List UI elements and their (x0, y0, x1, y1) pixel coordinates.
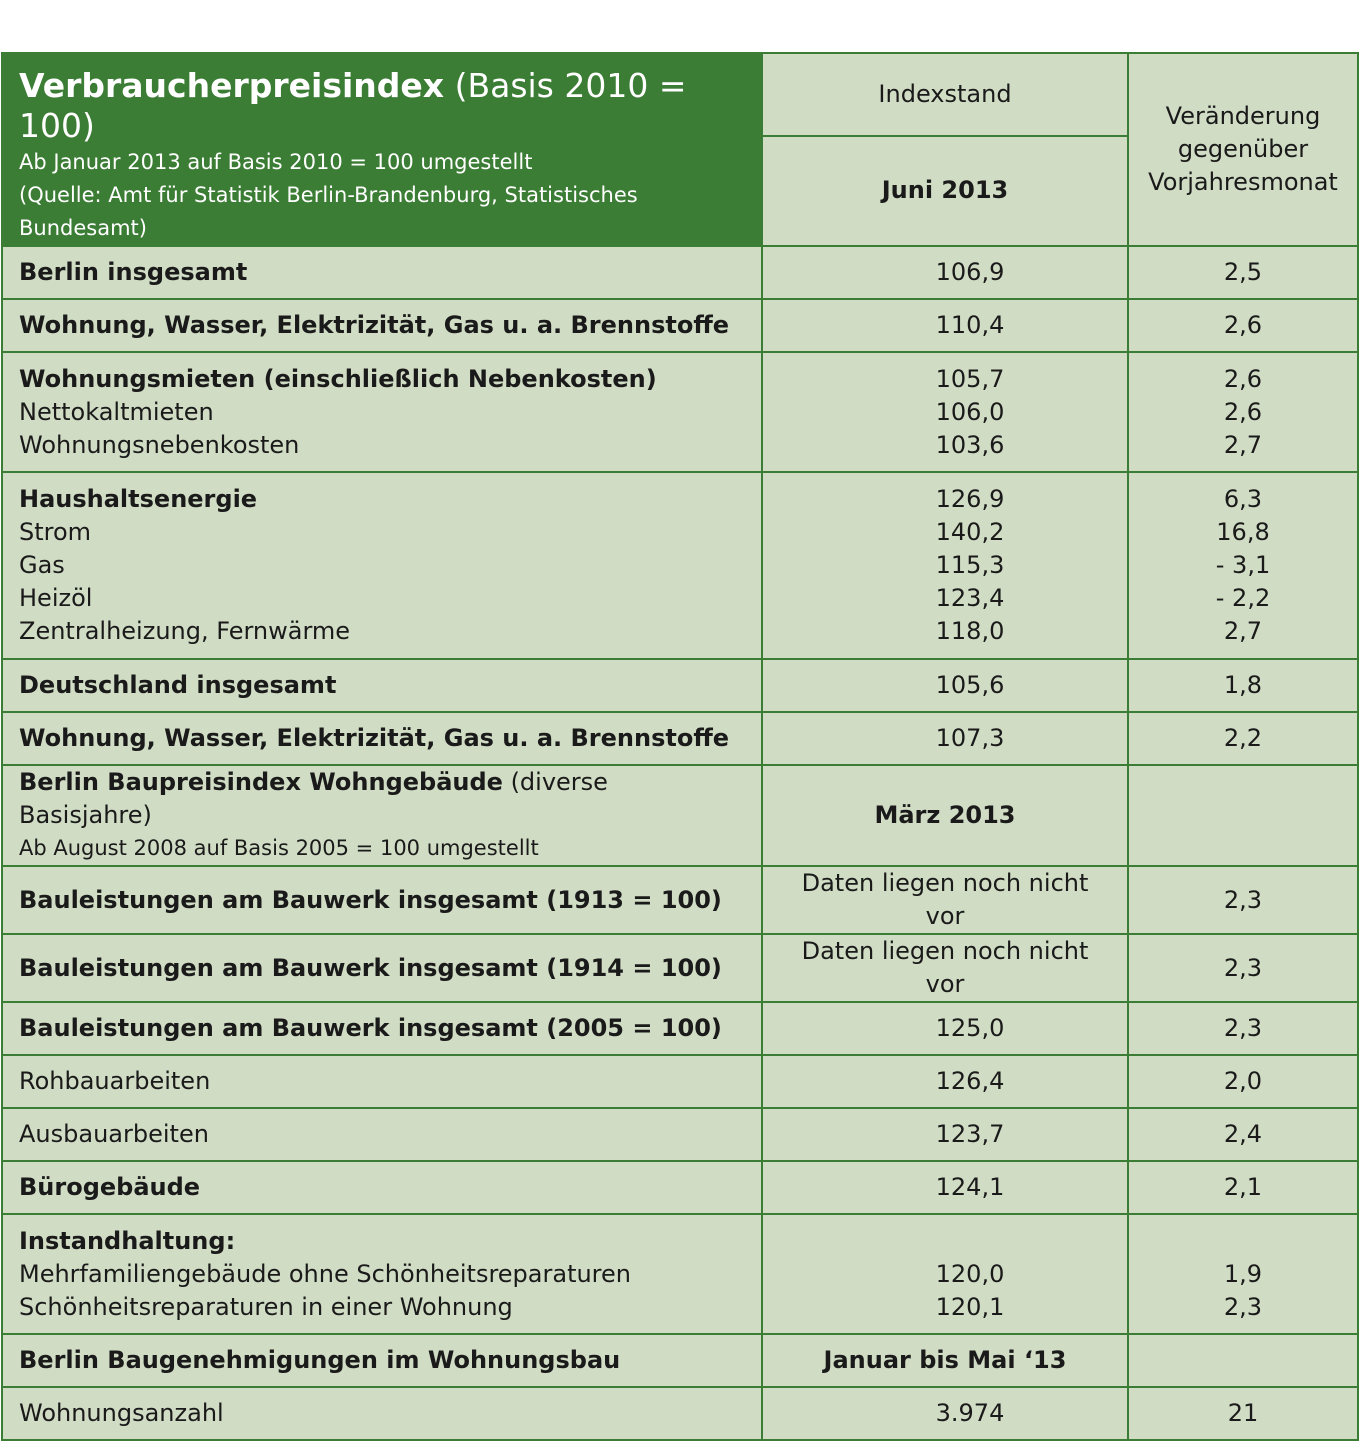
row-change-group (1128, 352, 1358, 472)
price-index-table (1, 52, 1359, 1441)
group-item-change: 2,7 (1223, 430, 1263, 459)
group-item-index: 120,0 (935, 1259, 1005, 1288)
change-header-line-2: gegenüber (1177, 135, 1309, 163)
header-source: (Quelle: Amt für Statistik Berlin-Brandenburg, Statistisches Bundesamt) (19, 183, 638, 240)
group-item-change: - 2,2 (1215, 584, 1271, 612)
table-row (2, 1214, 1358, 1334)
table-row (2, 246, 1358, 299)
column-header-index: Indexstand (762, 53, 1128, 136)
group-title: Wohnungsmieten (einschließlich Nebenkosten) (19, 364, 657, 393)
header-title: Verbraucherpreisindex (19, 66, 445, 105)
group-title: Instandhaltung: (19, 1226, 236, 1255)
change-header-line-1: Veränderung (1165, 102, 1321, 130)
section-title: Berlin Baupreisindex Wohngebäude (19, 768, 503, 796)
group-item-label: Schönheitsreparaturen in einer Wohnung (19, 1292, 513, 1321)
table-row (2, 765, 1358, 866)
group-item-index: 115,3 (935, 551, 1005, 579)
row-index: 107,3 (762, 712, 1128, 765)
empty-cell (1128, 1334, 1358, 1387)
row-change: 2,3 (1128, 866, 1358, 934)
group-item-index: 140,2 (935, 518, 1005, 546)
header-basis: (Basis 2010 = 100) (19, 66, 687, 145)
group-item-change: 2,3 (1223, 1292, 1263, 1321)
group-item-change: - 3,1 (1215, 551, 1271, 579)
row-label: Berlin insgesamt (2, 246, 762, 299)
section-title-rest: (diverse Basisjahre) (19, 768, 608, 829)
group-item-label: Gas (19, 551, 65, 579)
table-row (2, 1002, 1358, 1055)
group-item-label: Mehrfamiliengebäude ohne Schönheitsreparaturen (19, 1259, 631, 1288)
section-header-construction (2, 765, 762, 866)
table-row (2, 1161, 1358, 1214)
row-change: 2,3 (1128, 934, 1358, 1002)
row-label-group (2, 472, 762, 659)
row-index: 106,9 (762, 246, 1128, 299)
row-index: 110,4 (762, 299, 1128, 352)
row-label: Ausbauarbeiten (2, 1108, 762, 1161)
row-index: Daten liegen noch nicht vor (762, 866, 1128, 934)
row-index: 105,6 (762, 659, 1128, 712)
table-row (2, 1334, 1358, 1387)
table-header-title (2, 53, 762, 246)
table-row (2, 659, 1358, 712)
group-index: 105,7 (935, 364, 1005, 393)
row-label: Rohbauarbeiten (2, 1055, 762, 1108)
group-item-change: 2,6 (1223, 397, 1263, 426)
row-label: Bauleistungen am Bauwerk insgesamt (1913 = 100) (2, 866, 762, 934)
row-label: Bürogebäude (2, 1161, 762, 1214)
group-item-index: 123,4 (935, 584, 1005, 612)
group-item-label: Strom (19, 518, 92, 546)
table-row (2, 1055, 1358, 1108)
group-item-index: 118,0 (935, 617, 1005, 645)
group-item-label: Zentralheizung, Fernwärme (19, 617, 351, 645)
row-index-group (762, 352, 1128, 472)
row-label-group (2, 352, 762, 472)
group-item-index: 120,1 (935, 1292, 1005, 1321)
table-row (2, 934, 1358, 1002)
row-index-group (762, 1214, 1128, 1334)
header-subtitle: Ab Januar 2013 auf Basis 2010 = 100 umgestellt (19, 150, 533, 174)
row-label: Deutschland insgesamt (2, 659, 762, 712)
group-item-label: Wohnungsnebenkosten (19, 430, 300, 459)
row-index: Daten liegen noch nicht vor (762, 934, 1128, 1002)
table-row (2, 712, 1358, 765)
row-change: 2,1 (1128, 1161, 1358, 1214)
row-change: 2,4 (1128, 1108, 1358, 1161)
row-change-group (1128, 1214, 1358, 1334)
row-change-group (1128, 472, 1358, 659)
row-change: 21 (1128, 1387, 1358, 1440)
row-change: 2,6 (1128, 299, 1358, 352)
table-row (2, 472, 1358, 659)
row-label: Bauleistungen am Bauwerk insgesamt (2005 = 100) (2, 1002, 762, 1055)
group-title: Haushaltsenergie (19, 485, 258, 513)
table-row (2, 1387, 1358, 1440)
column-header-change (1128, 53, 1358, 246)
row-index-group (762, 472, 1128, 659)
group-item-change: 16,8 (1216, 518, 1270, 546)
row-label: Wohnung, Wasser, Elektrizität, Gas u. a. Brennstoffe (2, 712, 762, 765)
row-index: 3.974 (762, 1387, 1128, 1440)
row-change: 2,0 (1128, 1055, 1358, 1108)
group-item-index: 106,0 (935, 397, 1005, 426)
empty-cell (1128, 765, 1358, 866)
row-index: 123,7 (762, 1108, 1128, 1161)
table-row (2, 352, 1358, 472)
row-index: 125,0 (762, 1002, 1128, 1055)
row-index: 124,1 (762, 1161, 1128, 1214)
row-change: 1,8 (1128, 659, 1358, 712)
group-item-label: Heizöl (19, 584, 93, 612)
column-header-period: Juni 2013 (762, 136, 1128, 246)
row-label: Bauleistungen am Bauwerk insgesamt (1914 = 100) (2, 934, 762, 1002)
section-note: Ab August 2008 auf Basis 2005 = 100 umgestellt (19, 836, 539, 860)
group-item-change: 1,9 (1223, 1259, 1263, 1288)
change-header-line-3: Vorjahresmonat (1148, 168, 1338, 196)
row-change: 2,3 (1128, 1002, 1358, 1055)
group-index: 126,9 (935, 485, 1005, 513)
section-period: März 2013 (762, 765, 1128, 866)
row-label-group (2, 1214, 762, 1334)
group-change: 2,6 (1223, 364, 1263, 393)
row-index: 126,4 (762, 1055, 1128, 1108)
group-item-change: 2,7 (1223, 617, 1263, 645)
row-label: Wohnungsanzahl (2, 1387, 762, 1440)
group-item-index: 103,6 (935, 430, 1005, 459)
table-row (2, 866, 1358, 934)
group-item-label: Nettokaltmieten (19, 397, 214, 426)
table-row (2, 1108, 1358, 1161)
row-label: Wohnung, Wasser, Elektrizität, Gas u. a. Brennstoffe (2, 299, 762, 352)
group-change: 6,3 (1223, 485, 1263, 513)
section-period: Januar bis Mai ‘13 (762, 1334, 1128, 1387)
section-header-permits: Berlin Baugenehmigungen im Wohnungsbau (2, 1334, 762, 1387)
row-change: 2,2 (1128, 712, 1358, 765)
row-change: 2,5 (1128, 246, 1358, 299)
table-row (2, 299, 1358, 352)
